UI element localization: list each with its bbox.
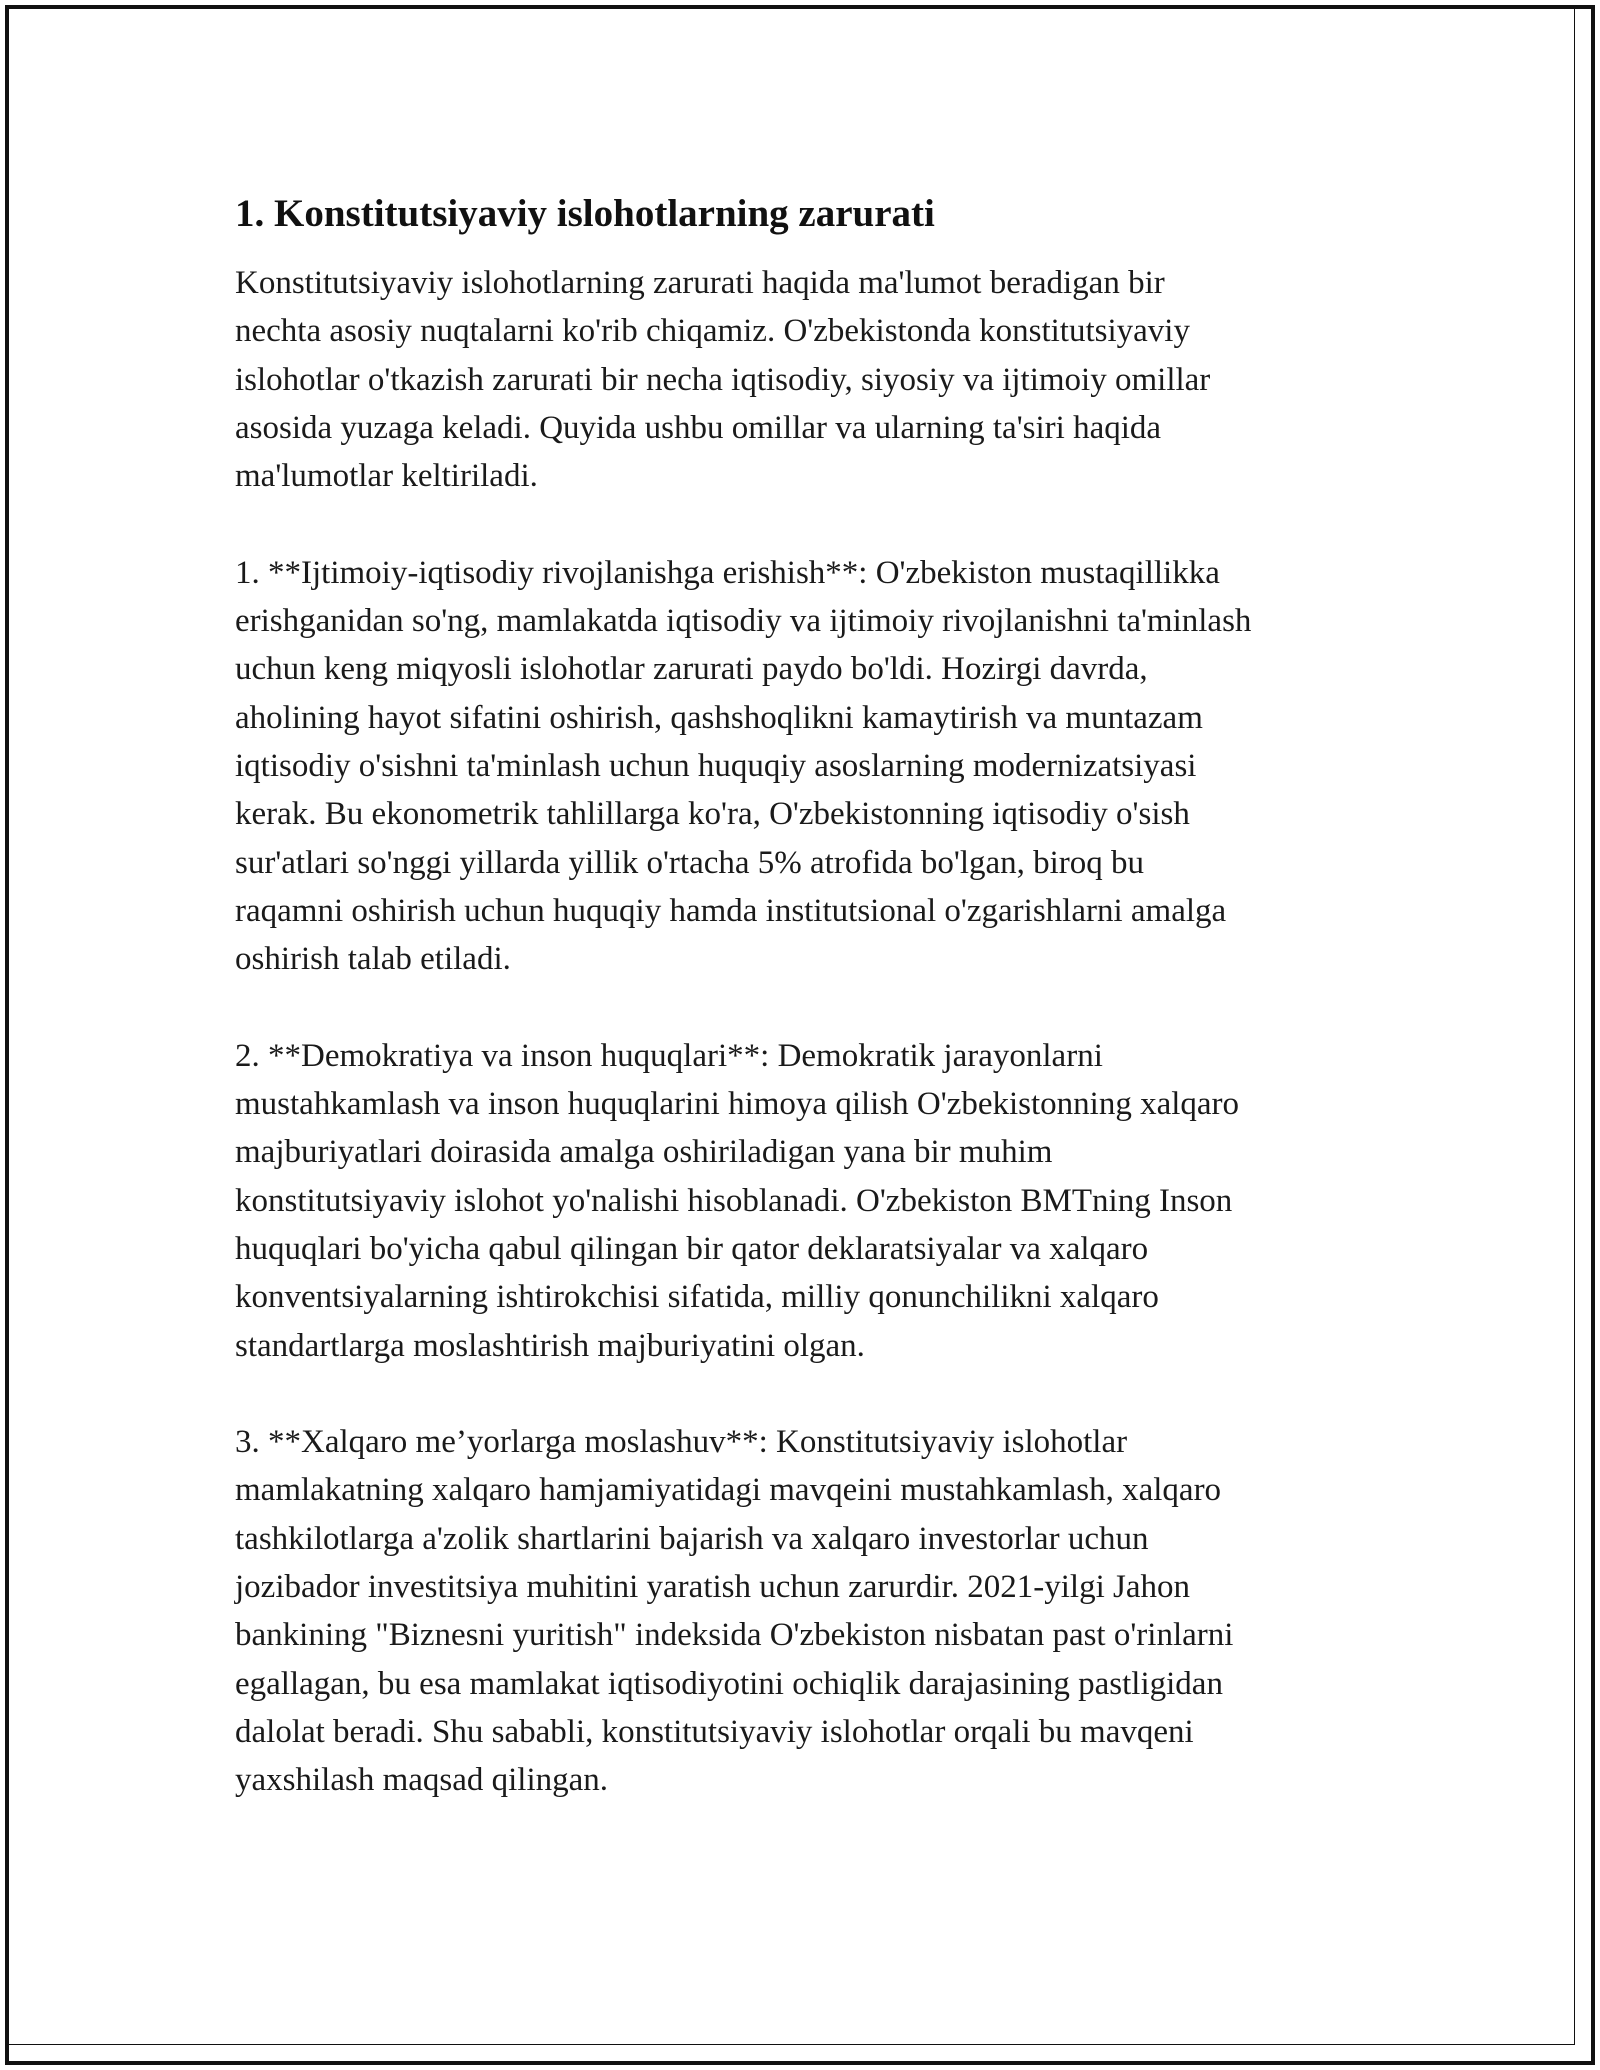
document-page <box>235 188 1385 1853</box>
intro-paragraph: Konstitutsiyaviy islohotlarning zarurati haqida ma'lumot beradigan bir nechta asosiy nuqtalarni ko'rib chiqamiz. O'zbekistonda konstitutsiyaviy islohotlar o'tkazish zarurati bir necha iqtisodiy, siyosiy va ijtimoiy omillar asosida yuzaga keladi. Quyida ushbu omillar va ularning ta'siri haqida ma'lumotlar keltiriladi. <box>235 265 1211 495</box>
point-2-paragraph: 2. **Demokratiya va inson huquqlari**: Demokratik jarayonlarni mustahkamlash va inson huquqlarini himoya qilish O'zbekistonning xalqaro majburiyatlari doirasida amalga oshiriladigan yana bir muhim konstitutsiyaviy islohot yo'nalishi hisoblanadi. O'zbekiston BMTning Inson huquqlari bo'yicha qabul qilingan bir qator deklaratsiyalar va xalqaro konventsiyalarning ishtirokchisi sifatida, milliy qonunchilikni xalqaro standartlarga moslashtirish majburiyatini olgan. <box>235 1037 1240 1364</box>
point-3-paragraph: 3. **Xalqaro me’yorlarga moslashuv**: Konstitutsiyaviy islohotlar mamlakatning xalqaro hamjamiyatidagi mavqeini mustahkamlash, xalqaro tashkilotlarga a'zolik shartlarini bajarish va xalqaro investorlar uchun jozibador investitsiya muhitini yaratish uchun zarurdir. 2021-yilgi Jahon bankining "Biznesni yuritish" indeksida O'zbekiston nisbatan past o'rinlarni egallagan, bu esa mamlakat iqtisodiyotini ochiqlik darajasining pastligidan dalolat beradi. Shu sababli, konstitutsiyaviy islohotlar orqali bu mavqeni yaxshilash maqsad qilingan. <box>235 1424 1234 1799</box>
document-title: 1. Konstitutsiyaviy islohotlarning zarurati <box>235 192 935 235</box>
point-1-paragraph: 1. **Ijtimoiy-iqtisodiy rivojlanishga erishish**: O'zbekiston mustaqillikka erishganidan so'ng, mamlakatda iqtisodiy va ijtimoiy rivojlanishni ta'minlash uchun keng miqyosli islohotlar zarurati paydo bo'ldi. Hozirgi davrda, aholining hayot sifatini oshirish, qashshoqlikni kamaytirish va muntazam iqtisodiy o'sishni ta'minlash uchun huquqiy asoslarning modernizatsiyasi kerak. Bu ekonometrik tahlillarga ko'ra, O'zbekistonning iqtisodiy o'sish sur'atlari so'nggi yillarda yillik o'rtacha 5% atrofida bo'lgan, biroq bu raqamni oshirish uchun huquqiy hamda institutsional o'zgarishlarni amalga oshirish talab etiladi. <box>235 554 1252 978</box>
